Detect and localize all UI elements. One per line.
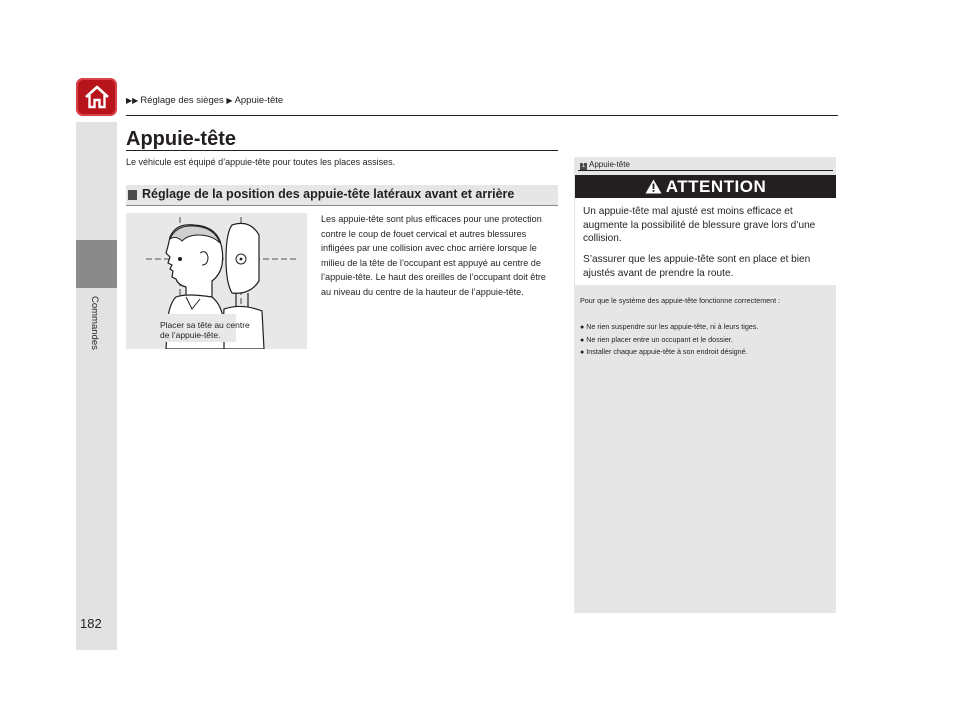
list-item: ● Installer chaque appuie-tête à son endroit désigné. [580,346,832,359]
caption-line-2: de l’appuie-tête. [160,330,221,340]
list-item: ● Ne rien suspendre sur les appuie-tête, ni à leurs tiges. [580,321,832,334]
note-header [580,160,630,170]
intro-text: Le véhicule est équipé d’appuie-tête pour toutes les places assises. [126,157,396,167]
breadcrumb-arrow-icon: ▶▶ [126,96,139,105]
header-rule [126,115,838,116]
warning-triangle-icon [645,179,662,194]
chapter-tab-marker [76,240,117,288]
home-button[interactable] [76,78,117,116]
note-text: Pour que le système des appuie-tête fonctionne correctement : [580,296,781,305]
subsection-title: Réglage de la position des appuie-tête latéraux avant et arrière [142,187,515,201]
breadcrumb-item-headrest[interactable]: Appuie-tête [234,95,284,106]
chapter-label-text: Commandes [89,296,100,350]
title-rule [126,150,558,151]
note-bullet-list [580,321,832,359]
note-rule [578,170,833,171]
breadcrumb-arrow-icon: ▶ [226,96,233,105]
home-icon [83,84,111,110]
body-paragraph: Les appuie-tête sont plus efficaces pour une protection contre le coup de fouet cervical et autres blessures infligées par une collision avec choc arrière lorsque le milieu de la tête de l’occupant est appuyé au centre de l’appuie-tête. Le haut des oreilles de l’occupant doit être au niveau du centre de la hauteur de l’appuie-tête. [321,214,546,297]
warning-header [575,175,836,198]
breadcrumb-item-seat-adjust[interactable]: Réglage des sièges [140,95,224,106]
breadcrumb [126,95,283,106]
chapter-label[interactable] [88,296,102,376]
list-item: ● Ne rien placer entre un occupant et le dossier. [580,334,832,347]
page-number: 182 [80,616,102,631]
illustration-caption [160,320,250,340]
warning-paragraph-2: S’assurer que les appuie-tête sont en place et bien ajustés avant de prendre la route. [583,254,811,279]
caption-line-1: Placer sa tête au centre [160,320,250,330]
warning-title: ATTENTION [665,176,767,196]
note-header-text[interactable]: Appuie-tête [589,160,630,169]
warning-paragraph-1: Un appuie-tête mal ajusté est moins efficace et augmente la possibilité de blessure grave lors d’une collision. [583,206,816,245]
page-title: Appuie-tête [126,128,236,150]
subsection-square-icon [128,190,137,200]
chapter-tab [76,122,117,650]
note-marker-icon: 1 [581,163,586,169]
